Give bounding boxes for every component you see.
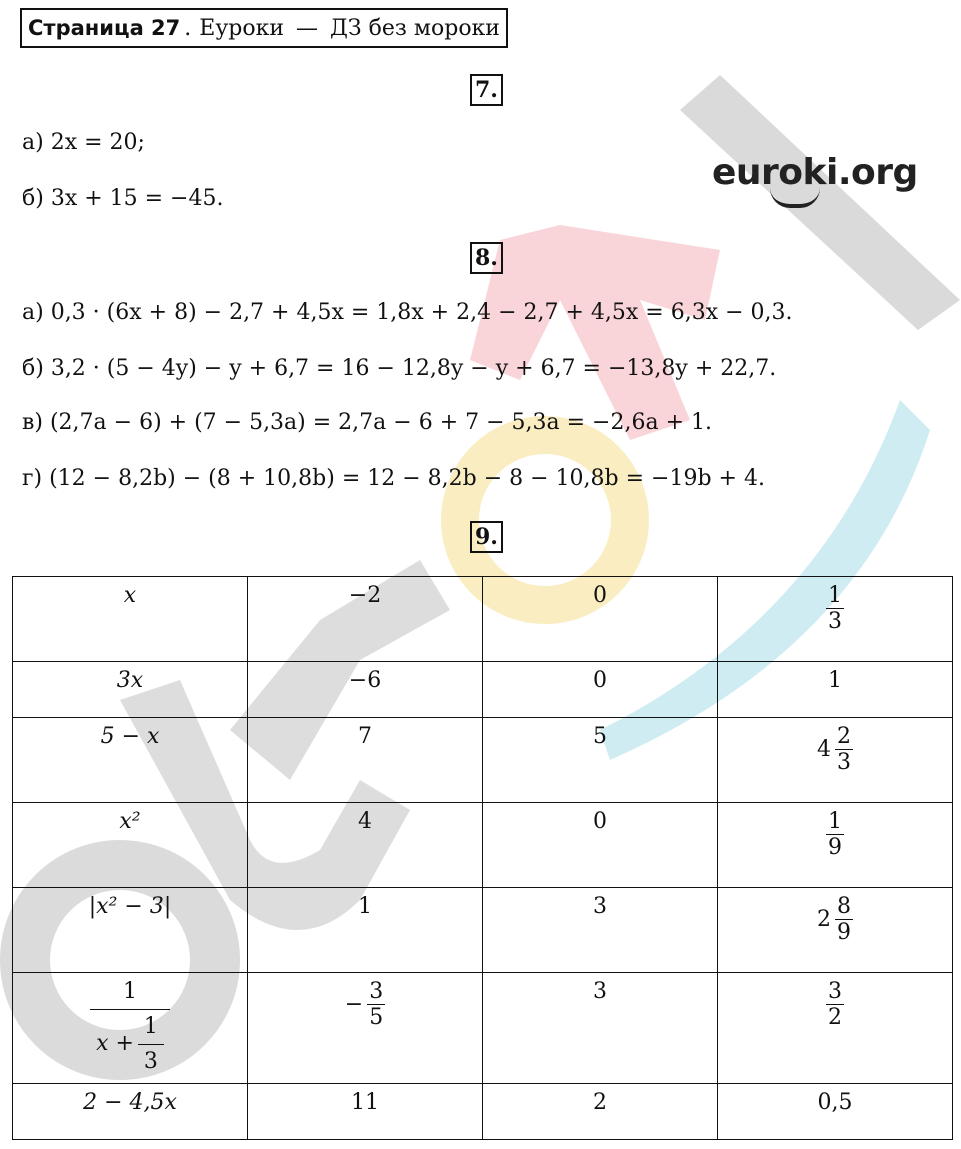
row-label: x	[13, 577, 248, 662]
task-8-line-b: б) 3,2 · (5 − 4y) − y + 6,7 = 16 − 12,8y − y + 6,7 = −13,8y + 22,7.	[22, 356, 777, 381]
header-dash: —	[296, 15, 319, 41]
table-cell: 11	[248, 1084, 483, 1140]
table-cell	[718, 973, 953, 1084]
task-8-number: 8.	[470, 242, 503, 274]
mixed-number: 2 $\frac{8}{9}$	[817, 894, 851, 946]
fraction: $\frac{1}{3}$	[828, 583, 842, 635]
table-cell: 5	[483, 718, 718, 803]
row-label: |x² − 3|	[13, 888, 248, 973]
row-label: x²	[13, 803, 248, 888]
table-row	[13, 718, 953, 803]
table-cell: 1	[718, 662, 953, 718]
table-cell: 7	[248, 718, 483, 803]
task-8-line-c: в) (2,7a − 6) + (7 − 5,3a) = 2,7a − 6 + 7 − 5,3a = −2,6a + 1.	[22, 410, 713, 435]
table-cell: 0	[483, 803, 718, 888]
table-cell	[718, 577, 953, 662]
watermark-grey-bar	[680, 75, 960, 330]
header-dot: .	[184, 15, 192, 41]
table-cell: 0	[483, 662, 718, 718]
table-row	[13, 973, 953, 1084]
row-label: 2 − 4,5x	[13, 1084, 248, 1140]
page-header	[20, 8, 508, 48]
fraction: $\frac{3}{2}$	[828, 979, 842, 1031]
task-9-table	[12, 576, 953, 1140]
table-row	[13, 888, 953, 973]
mixed-number: 4 $\frac{2}{3}$	[817, 724, 851, 776]
site-name: Еуроки	[199, 15, 285, 41]
watermark-red-k	[470, 225, 720, 440]
task-9-number: 9.	[470, 521, 503, 553]
table-cell	[718, 803, 953, 888]
table-cell: 4	[248, 803, 483, 888]
euroki-logo: euroki.org	[712, 152, 918, 193]
task-7-line-b: б) 3x + 15 = −45.	[22, 186, 224, 211]
row-label	[13, 973, 248, 1084]
task-7-number: 7.	[470, 74, 503, 106]
table-row	[13, 1084, 953, 1140]
table-cell: −2	[248, 577, 483, 662]
table-cell: 0	[483, 577, 718, 662]
task-7-line-a: а) 2x = 20;	[22, 130, 145, 155]
table-cell: 1	[248, 888, 483, 973]
table-row	[13, 803, 953, 888]
table-row	[13, 662, 953, 718]
table-cell	[718, 718, 953, 803]
page-label: Страница 27	[28, 16, 181, 40]
table-cell: 3	[483, 888, 718, 973]
fraction: $\frac{1}{9}$	[828, 809, 842, 861]
table-row	[13, 577, 953, 662]
table-cell: −6	[248, 662, 483, 718]
table-cell: 2	[483, 1084, 718, 1140]
table-cell	[248, 973, 483, 1084]
row-label: 5 − x	[13, 718, 248, 803]
table-cell: 3	[483, 973, 718, 1084]
task-8-line-a: а) 0,3 · (6x + 8) − 2,7 + 4,5x = 1,8x + 2,4 − 2,7 + 4,5x = 6,3x − 0,3.	[22, 300, 793, 325]
row-label: 3x	[13, 662, 248, 718]
site-subtitle: ДЗ без мороки	[330, 15, 500, 41]
table-cell: 0,5	[718, 1084, 953, 1140]
task-8-line-d: г) (12 − 8,2b) − (8 + 10,8b) = 12 − 8,2b − 8 − 10,8b = −19b + 4.	[22, 466, 765, 491]
table-cell	[718, 888, 953, 973]
reciprocal-fraction: 1 x + $\frac{1}{3}$	[90, 979, 170, 1074]
negative-fraction: − $\frac{3}{5}$	[344, 979, 384, 1031]
